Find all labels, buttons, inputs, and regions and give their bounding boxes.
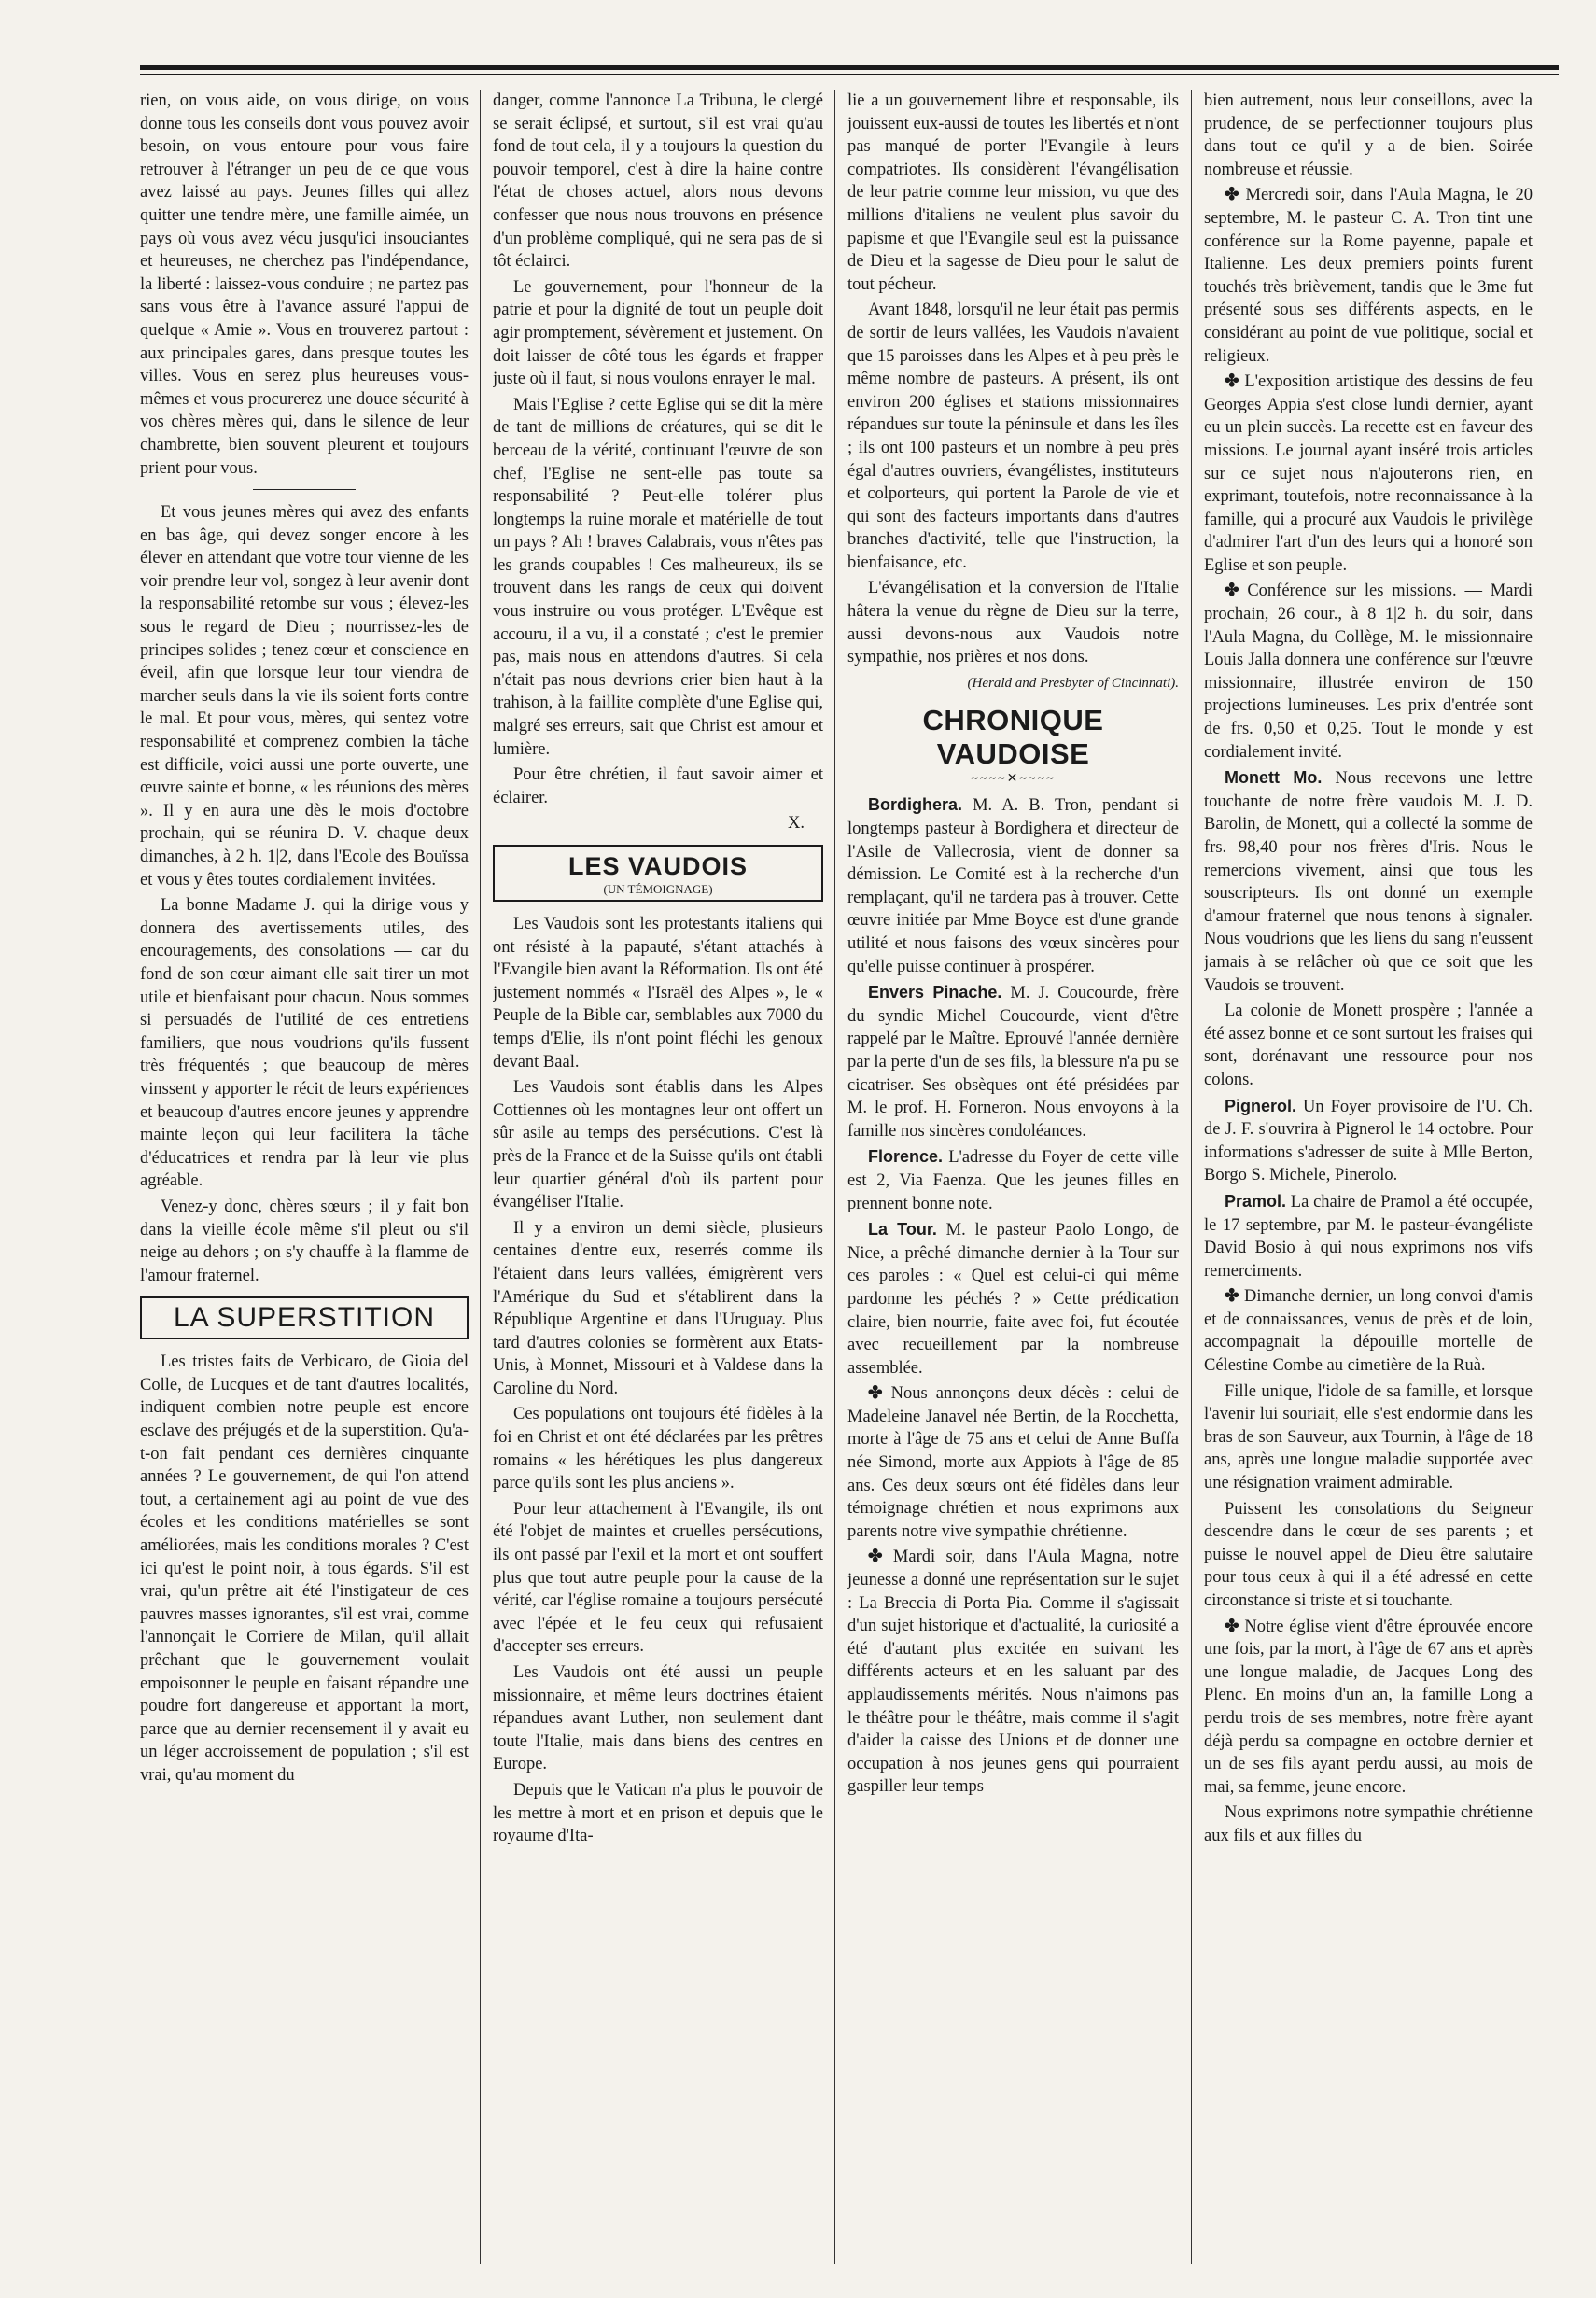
article-paragraph	[1204, 184, 1533, 368]
paragraph-text: Depuis que le Vatican n'a plus le pouvoir de les mettre à mort et en prison et depuis que le royaume d'Ita-	[493, 1780, 823, 1846]
header-rule-thick	[140, 65, 1559, 70]
paragraph-text: M. J. Coucourde, frère du syndic Michel Coucourde, vient d'être rappelé par le Maître. Eprouvé l'année dernière par la perte d'un de ses fils, la blessure n'a pu se cicatriser. Ses obsèques ont été présidées par M. le prof. H. Forneron. Nous envoyons à la famille nos sincères condoléances.	[847, 984, 1179, 1141]
article-paragraph	[847, 577, 1179, 668]
article-paragraph	[493, 394, 823, 762]
paragraph-text: Ces populations ont toujours été fidèles à la foi en Christ et ont été déclarées par les prêtres romains « les hérétiques les plus dangereux parce qu'ils sont les plus anciens ».	[493, 1405, 823, 1493]
column-separator	[834, 90, 835, 2264]
paragraph-text: Un Foyer provisoire de l'U. Ch. de J. F. s'ouvrira à Pignerol le 14 octobre. Pour informations s'adresser de suite à Mlle Berton, Borgo S. Michele, Pinerolo.	[1204, 1097, 1533, 1185]
place-heading: Pignerol.	[1225, 1096, 1297, 1115]
paragraph-text: L'exposition artistique des dessins de feu Georges Appia s'est close lundi dernier, ayant eu un plein succès. La recette est en faveur des missions. Le journal ayant inséré trois articles sur ce sujet nous n'ajouterons rien, en exprimant, toutefois, notre reconnaissance à la famille, qui a procuré aux Vaudois le privilège d'admirer l'art d'un des leurs qui a honoré son Eglise et son peuple.	[1204, 372, 1533, 575]
paragraph-text: Et vous jeunes mères qui avez des enfants en bas âge, qui devez songer encore à les élever en attendant que votre tour vienne de les voir prendre leur vol, songez à leur avenir dont la responsabilité retombe sur vous ; élevez-les sous le regard de Dieu ; nourrissez-les de principes solides ; tenez cœur et conscience en éveil, afin que lorsque leur tour viendra de marcher seuls dans la vie ils soient forts contre le mal. Et pour vous, mères, qui sentez votre responsabilité et comprenez combien la tâche est difficile, voici aussi une porte ouverte, une œuvre sainte et bonne, « les réunions des mères ». Il y en aura une dès le mois d'octobre prochain, qui se réunira D. V. chaque deux dimanches, à 2 h. 1|2, dans l'Ecole des Bouïssa et vous y êtes toutes cordialement invitées.	[140, 503, 469, 890]
paragraph-text: Dimanche dernier, un long convoi d'amis et de connaissances, venus de près et de loin, accompagnait la dépouille mortelle de Célestine Combe au cimetière de la Ruà.	[1204, 1287, 1533, 1376]
paragraph-text: Nous exprimons notre sympathie chrétienne aux fils et aux filles du	[1204, 1803, 1533, 1845]
paragraph-text: Puissent les consolations du Seigneur descendre dans le cœur de ses parents ; et puisse le nouvel appel de Dieu être salutaire pour tous ceux à qui il a été adressé en cette circonstance si triste et si touchante.	[1204, 1499, 1533, 1610]
section-title: LA SUPERSTITION	[173, 1302, 436, 1334]
column-4	[1204, 90, 1533, 2264]
place-heading: Pramol.	[1225, 1191, 1287, 1211]
article-paragraph	[140, 90, 469, 480]
place-heading: Monett Mo.	[1225, 768, 1323, 788]
article-paragraph	[493, 1076, 823, 1214]
article-paragraph	[493, 1498, 823, 1659]
paragraph-text: Il y a environ un demi siècle, plusieurs centaines d'entre eux, reserrés comme ils l'étaient dans leurs vallées, émigrèrent vers l'Amérique du Sud et s'établirent dans la République Argentine et dans l'Uruguay. Plus tard d'autres colonies se formèrent aux Etats-Unis, à Monnet, Missouri et à Valdese dans la Caroline du Nord.	[493, 1218, 823, 1398]
place-heading: Envers Pinache.	[868, 983, 1002, 1002]
article-paragraph	[1204, 1380, 1533, 1495]
paragraph-text: bien autrement, nous leur conseillons, avec la prudence, de se perfectionner toujours plus dans tout ce qu'il y a de bien. Soirée nombreuse et réussie.	[1204, 91, 1533, 179]
column-separator	[480, 90, 481, 2264]
bullet-icon: ✤	[1225, 372, 1239, 392]
column-1	[140, 90, 469, 2264]
article-paragraph	[1204, 90, 1533, 181]
article-paragraph	[493, 1661, 823, 1776]
paragraph-text: Mercredi soir, dans l'Aula Magna, le 20 septembre, M. le pasteur C. A. Tron tint une conférence sur la Rome payenne, papale et Italienne. Les deux premiers points furent touchés très brièvement, tandis que le 3me fut présenté sous ses différents aspects, en le considérant au point de vue politique, social et religieux.	[1204, 186, 1533, 366]
source-credit: (Herald and Presbyter of Cincinnati).	[967, 675, 1179, 691]
article-paragraph	[493, 1403, 823, 1494]
paragraph-text: Venez-y donc, chères sœurs ; il y fait bon dans la vieille école même s'il pleut ou s'il neige au dehors ; on s'y chauffe à la flamme de l'amour fraternel.	[140, 1197, 469, 1285]
column-separator	[1191, 90, 1192, 2264]
place-heading: La Tour.	[868, 1220, 937, 1240]
article-paragraph	[493, 1779, 823, 1848]
bullet-icon: ✤	[1225, 1617, 1239, 1636]
article-paragraph	[1204, 1616, 1533, 1800]
article-paragraph	[493, 913, 823, 1073]
bullet-icon: ✤	[1225, 582, 1239, 601]
article-paragraph	[493, 90, 823, 273]
paragraph-text: Mardi soir, dans l'Aula Magna, notre jeunesse a donné une représentation sur le sujet : La Breccia di Porta Pia. Comme il s'agissait d'un sujet historique et d'actualité, la curiosité a été d'autant plus excitée en suivant les différents acteurs et en les saluant par des applaudissements mérités. Nous n'aimons pas le théâtre pour le théâtre, mais comme il s'agit d'aider la caisse des Unions et de donner une occupation à nos jeunes gens qui pourraient gaspiller leur temps	[847, 1548, 1179, 1797]
place-heading: Bordighera.	[868, 795, 963, 815]
section-title-box	[140, 1296, 469, 1339]
section-title: LES VAUDOIS	[567, 852, 749, 880]
paragraph-text: Les tristes faits de Verbicaro, de Gioia del Colle, de Lucques et de tant d'autres localités, indiquent combien notre peuple est encore esclave des préjugés et de la superstition. Qu'a-t-on fait pendant ces dernières cinquante années ? Le gouvernement, de qui l'on attend tout, a certainement agi au point de vue des écoles et les conditions matérielles se sont améliorées, mais les conditions morales ? C'est ici qu'est le point noir, à tous égards. S'il est vrai, qu'un prêtre ait été l'instigateur de ces pauvres masses ignorantes, s'il est vrai, comme l'annonçait le Corriere de Milan, qu'il allait prêchant que le gouvernement voulait empoisonner le peuple en faisant répandre une poudre fort dangereuse et apportant la mort, parce que au dernier recensement il y avait eu un léger accroissement de population ; s'il est vrai, qu'au moment du	[140, 1352, 469, 1785]
heading-ornament: ~~~~✕~~~~	[971, 772, 1056, 787]
article-paragraph	[493, 1217, 823, 1401]
article-paragraph	[847, 1145, 1179, 1215]
article-paragraph	[1204, 1095, 1533, 1187]
paragraph-text: lie a un gouvernement libre et responsable, ils jouissent eux-aussi de toutes les libertés et n'ont pas manqué de porter l'Evangile à leurs compatriotes. Ils considèrent l'évangélisation de leur patrie comme leur mission, vu que des millions d'italiens ne veulent plus savoir du papisme et que l'Evangile seul est la puissance de Dieu et la sagesse de Dieu pour le salut de tout pécheur.	[847, 91, 1179, 294]
paragraph-text: Notre église vient d'être éprouvée encore une fois, par la mort, à l'âge de 67 ans et après une longue maladie, de Jacques Long des Plenc. En moins d'un an, la famille Long a perdu trois de ses membres, notre frère ayant déjà perdu sa compagne en octobre dernier et un de ses fils ayant perdu aussi, au mois de mai, sa femme, jeune encore.	[1204, 1617, 1533, 1797]
header-rule-thin	[140, 74, 1559, 75]
article-paragraph	[1204, 1000, 1533, 1091]
bullet-icon: ✤	[1225, 1287, 1239, 1307]
chronicle-heading: CHRONIQUE VAUDOISE	[922, 704, 1104, 771]
paragraph-text: Fille unique, l'idole de sa famille, et lorsque l'avenir lui souriait, elle s'est endormie dans les bras de son Sauveur, aux Tournin, à l'âge de 18 ans, après une longue maladie supportée avec une résignation vraiment admirable.	[1204, 1381, 1533, 1493]
paragraph-text: Pour leur attachement à l'Evangile, ils ont été l'objet de maintes et cruelles persécutions, ils ont passé par l'exil et la mort et ont souffert plus que tout autre peuple pour la cause de la vérité, car l'église romaine a toujours persécuté avec l'épée et le feu ceux qui refusaient d'accepter ses erreurs.	[493, 1499, 823, 1657]
article-paragraph	[847, 90, 1179, 296]
article-paragraph	[1204, 1190, 1533, 1282]
paragraph-text: Le gouvernement, pour l'honneur de la patrie et pour la dignité de tout un peuple doit agir promptement, sévèrement et justement. On doit laisser de côté tous les égards et frapper juste où il faut, si nous voulons enrayer le mal.	[493, 277, 823, 389]
bullet-icon: ✤	[868, 1384, 883, 1404]
column-2	[493, 90, 823, 2264]
section-title-box	[493, 845, 823, 902]
paragraph-text: Les Vaudois ont été aussi un peuple missionnaire, et même leurs doctrines étaient répandues avant Luther, non seulement dant toute l'Italie, mais dans biens des centres en Europe.	[493, 1663, 823, 1774]
signature: X.	[788, 814, 805, 834]
paragraph-text: M. le pasteur Paolo Longo, de Nice, a prêché dimanche dernier à la Tour sur ces paroles : « Quel est celui-ci qui même pardonne les péchés ? » Cette prédication claire, bien nourrie, faite avec foi, fut écoutée avec recueillement par la nombreuse assemblée.	[847, 1221, 1179, 1378]
paragraph-text: Nous recevons une lettre touchante de notre frère vaudois M. J. D. Barolin, de Monett, qui a collecté la somme de frs. 98,40 pour nos frères d'Iris. Nous le remercions vivement, ainsi que tous les souscripteurs. Ils ont donné un exemple d'amour fraternel que nous tenons à signaler. Nous voudrions que les liens du sang n'eussent jamais à se relâcher où que ce soit que les Vaudois se trouvent.	[1204, 769, 1533, 995]
paragraph-text: Les Vaudois sont établis dans les Alpes Cottiennes où les montagnes leur ont offert un sûr asile au temps des persécutions. C'est là près de la France et de la Suisse qu'ils ont établi leur quartier général d'où ils partent pour évangéliser l'Italie.	[493, 1078, 823, 1212]
article-paragraph	[140, 501, 469, 891]
article-paragraph	[493, 764, 823, 809]
paragraph-text: La colonie de Monett prospère ; l'année a été assez bonne et ce sont surtout les fraises qui sont, dorénavant une ressource pour nos colons.	[1204, 1002, 1533, 1089]
paragraph-text: danger, comme l'annonce La Tribuna, le clergé se serait éclipsé, et surtout, s'il est vrai qu'au fond de tout cela, il y a toujours la question du pouvoir temporel, c'est à dire la haine contre l'état de choses actuel, alors nous devons confesser que nous nous trouvons en présence d'un problème compliqué, qui ne sera pas de si tôt éclairci.	[493, 91, 823, 272]
article-paragraph	[493, 276, 823, 391]
article-paragraph	[847, 981, 1179, 1142]
article-paragraph	[847, 1218, 1179, 1380]
paragraph-text: Les Vaudois sont les protestants italiens qui ont résisté à la papauté, s'étant attachés à l'Evangile bien avant la Réformation. Ils ont été justement nommés « l'Israël des Alpes », le « Peuple de la Bible car, semblables aux 7000 du temps d'Elie, ils n'ont point fléchi les genoux devant Baal.	[493, 915, 823, 1072]
paragraph-text: La bonne Madame J. qui la dirige vous y donnera des avertissements utiles, des encouragements, des consolations — car du fond de son cœur aimant elle sait tirer un mot utile et bienfaisant pour chacun. Nous sommes si persuadés de l'utilité de ces entretiens familiers, que nous voudrions qu'ils fussent très fréquentés ; que beaucoup de mères vinssent y apporter le récit de leurs expériences et beaucoup d'autres encore jeunes y apprendre mainte leçon qui leur facilitera la tâche d'éducatrices et rendra par là leur vie plus agréable.	[140, 896, 469, 1191]
bullet-icon: ✤	[868, 1548, 883, 1567]
paragraph-text: Avant 1848, lorsqu'il ne leur était pas permis de sortir de leurs vallées, les Vaudois n'avaient que 15 paroisses dans les Alpes et à peu près le même nombre de pasteurs. A présent, ils ont environ 200 églises et stations missionnaires répandues sur toute la péninsule et dans les îles ; ils ont 100 pasteurs et un nombre à peu près égal d'autres ouvriers, évangélistes, instituteurs et colporteurs, qui portent la Parole de vie et qui sont des facteurs importants dans d'autres branches d'activité, telle que l'instruction, la bienfaisance, etc.	[847, 301, 1179, 572]
paragraph-text: M. A. B. Tron, pendant si longtemps pasteur à Bordighera et directeur de l'Asile de Vallecrosia, vient de donner sa démission. Le Comité est à la recherche d'un remplaçant, qu'il ne tardera pas à trouver. Cette œuvre initiée par Mme Boyce est d'une grande utilité et nous faisons des vœux sincères pour qu'elle puisse continuer à prospérer.	[847, 796, 1179, 976]
paragraph-text: L'évangélisation et la conversion de l'Italie hâtera la venue du règne de Dieu sur la terre, aussi devons-nous aux Vaudois notre sympathie, nos prières et nos dons.	[847, 579, 1179, 667]
article-paragraph	[140, 1351, 469, 1787]
article-paragraph	[847, 1382, 1179, 1543]
paragraph-text: Pour être chrétien, il faut savoir aimer et éclairer.	[493, 765, 823, 807]
paragraph-text: Nous annonçons deux décès : celui de Madeleine Janavel née Bertin, de la Rocchetta, morte à l'âge de 75 ans et celui de Anne Buffa née Simond, morte aux Appiots à l'âge de 85 ans. Ces deux sœurs ont été fidèles dans leur témoignage chrétien et nous exprimons aux parents notre vive sympathie chrétienne.	[847, 1384, 1179, 1541]
article-paragraph	[1204, 371, 1533, 577]
article-paragraph	[1204, 1285, 1533, 1377]
article-paragraph	[1204, 766, 1533, 997]
paragraph-text: rien, on vous aide, on vous dirige, on vous donne tous les conseils dont vous pouvez avoir besoin, on vous entoure pour vous faire retrouver à l'étranger un peu de ce que vous avez laissé au pays. Jeunes filles qui allez quitter une tendre mère, une famille aimée, un pays où vous avez vécu jusqu'ici insouciantes et heureuses, ne cherchez pas l'indépendance, la liberté : laissez-vous conduire ; ne partez pas sans vous être à l'avance assuré l'appui de quelque « Amie ». Vous en trouverez partout : aux principales gares, dans presque toutes les villes. Vous en serez plus heureuses vous-mêmes et vous procurerez une douce sécurité à vos chères mères qui, dans le silence de leur chambrette, bien souvent pleurent et toujours prient pour vous.	[140, 91, 469, 478]
place-heading: Florence.	[868, 1147, 944, 1167]
article-paragraph	[1204, 1498, 1533, 1613]
article-paragraph	[847, 793, 1179, 978]
paragraph-text: Conférence sur les missions. — Mardi prochain, 26 cour., à 8 1|2 h. du soir, dans l'Aula Magna, du Collège, M. le missionnaire Louis Jalla donnera une conférence sur l'œuvre missionnaire, illustrée environ de 150 projections lumineuses. Les prix d'entrée sont de frs. 0,50 et 0,25. Tout le monde y est cordialement invité.	[1204, 582, 1533, 762]
article-paragraph	[1204, 1801, 1533, 1847]
article-paragraph	[140, 894, 469, 1193]
paragraph-text: Mais l'Eglise ? cette Eglise qui se dit la mère de tant de millions de créatures, qui se dit le berceau de la vérité, continuant l'œuvre de son chef, l'Eglise ne sent-elle pas toute sa responsabilité ? Peut-elle tolérer plus longtemps la ruine morale et matérielle de tout un pays ? Ah ! braves Calabrais, vous n'êtes pas les grands coupables ! Ces malheureux, ils se trouvent dans les rangs de ceux qui doivent vous instruire ou vous protéger. L'Evêque est accouru, il a vu, il a constaté ; c'est le premier pas, mais nous en attendons d'autres. Si cela n'était pas nous devrions crier bien haut à la trahison, à la faillite complète d'une Eglise qui, malgré ses erreurs, sait que Christ est amour et lumière.	[493, 395, 823, 759]
paragraph-text: L'adresse du Foyer de cette ville est 2, Via Faenza. Que les jeunes filles en prennent bonne note.	[847, 1148, 1179, 1213]
section-divider	[253, 489, 356, 490]
bullet-icon: ✤	[1225, 186, 1239, 205]
section-subtitle: (UN TÉMOIGNAGE)	[603, 882, 713, 896]
column-3	[847, 90, 1179, 2264]
article-paragraph	[140, 1196, 469, 1287]
paragraph-text: La chaire de Pramol a été occupée, le 17 septembre, par M. le pasteur-évangéliste David Bosio à qui nous exprimons nos vifs remerciments.	[1204, 1192, 1533, 1281]
article-paragraph	[1204, 580, 1533, 764]
article-paragraph	[847, 299, 1179, 574]
article-paragraph	[847, 1546, 1179, 1799]
